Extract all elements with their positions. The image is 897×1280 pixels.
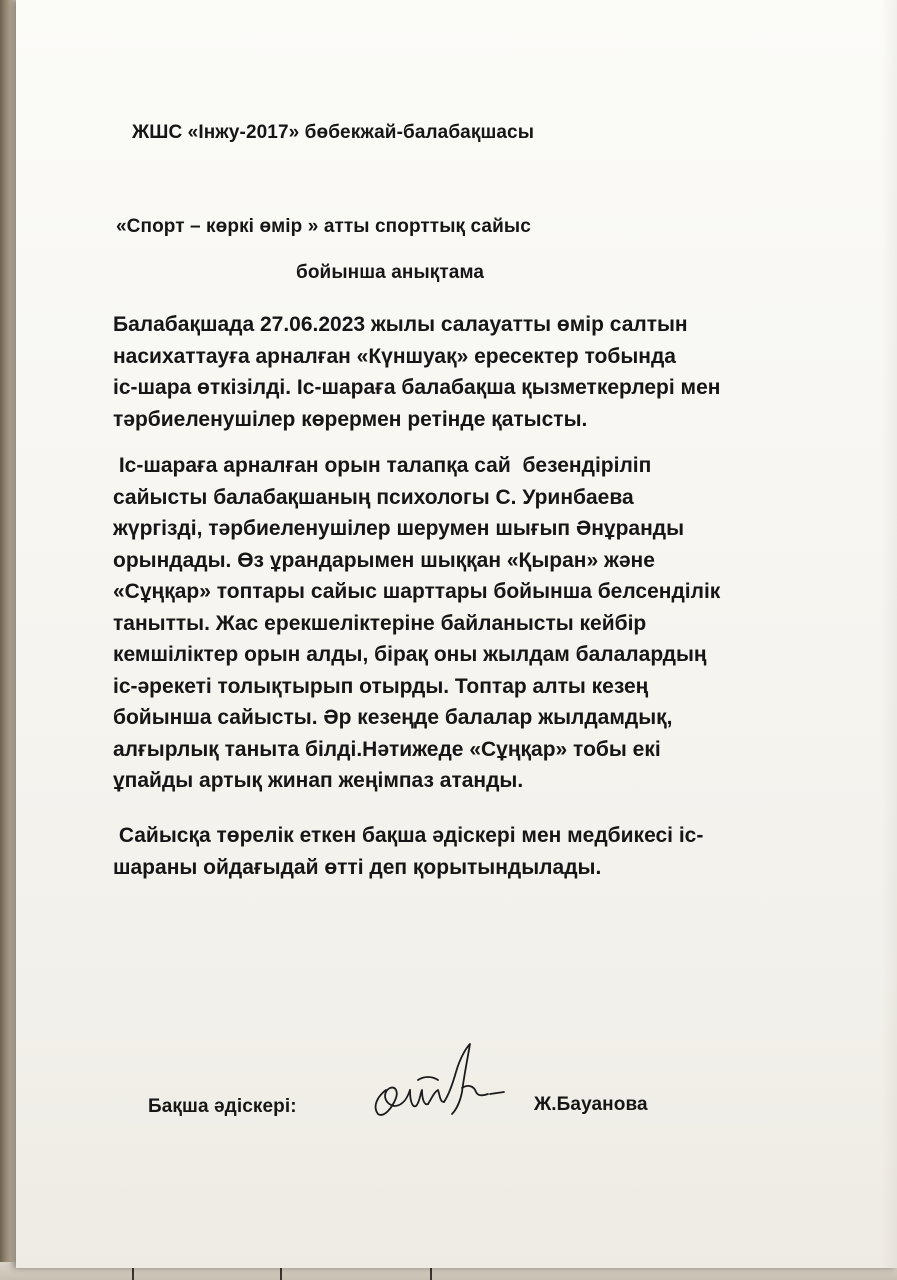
paragraph-line: алғырлық таныта білді.Нәтижеде «Сұңқар» тобы екі	[113, 737, 661, 761]
page-edge-mark	[280, 1266, 282, 1280]
paragraph-line: шараны ойдағыдай өтті деп қорытындылады.	[113, 855, 602, 879]
signatory-name: Ж.Бауанова	[534, 1094, 648, 1115]
paragraph-line: ұпайды артық жинап жеңімпаз атанды.	[113, 769, 524, 792]
paragraph-line: сайысты балабақшаның психологы С. Уринбаева	[113, 485, 634, 509]
paragraph-2	[113, 450, 720, 797]
signature-label: Бақша әдіскері:	[148, 1096, 297, 1117]
paragraph-line: Іс-шараға арналған орын талапқа сай безендіріліп	[113, 454, 652, 477]
page-edge-mark	[132, 1266, 134, 1280]
paragraph-line: танытты. Жас ерекшеліктеріне байланысты кейбір	[113, 611, 647, 635]
paragraph-1	[113, 309, 720, 435]
paragraph-line: бойынша сайысты. Әр кезеңде балалар жылдамдық,	[113, 706, 673, 729]
handwritten-signature-icon	[356, 1040, 506, 1130]
paragraph-line: орындады. Өз ұрандарымен шыққан «Қыран» және	[113, 548, 655, 572]
paragraph-line: «Сұңқар» топтары сайыс шарттары бойынша белсенділік	[113, 580, 721, 603]
paragraph-line: іс-шара өткізілді. Іс-шараға балабақша қызметкерлері мен	[113, 376, 721, 399]
organization-heading: ЖШС «Інжу-2017» бөбекжай-балабақшасы	[132, 122, 535, 143]
paragraph-line: іс-әрекеті толықтырып отырды. Топтар алты кезең	[113, 674, 649, 698]
document-title-line-1: «Спорт – көркі өмір » атты спорттық сайыс	[116, 216, 531, 237]
paragraph-line: Балабақшада 27.06.2023 жылы салауатты өмір салтын	[113, 313, 688, 336]
paragraph-line: жүргізді, тәрбиеленушілер шерумен шығып Әнұранды	[113, 517, 685, 540]
page-edge-mark	[430, 1266, 432, 1280]
paragraph-line: насихаттауға арналған «Күншуақ» ересектер тобында	[113, 344, 676, 368]
paragraph-3	[113, 820, 703, 883]
document-title-line-2: бойынша анықтама	[296, 262, 485, 283]
paragraph-line: кемшіліктер орын алды, бірақ оны жылдам балалардың	[113, 643, 707, 666]
paragraph-line: тәрбиеленушілер көрермен ретінде қатысты.	[113, 407, 588, 431]
paragraph-line: Сайысқа төрелік еткен бақша әдіскері мен медбикесі іс-	[113, 824, 704, 847]
